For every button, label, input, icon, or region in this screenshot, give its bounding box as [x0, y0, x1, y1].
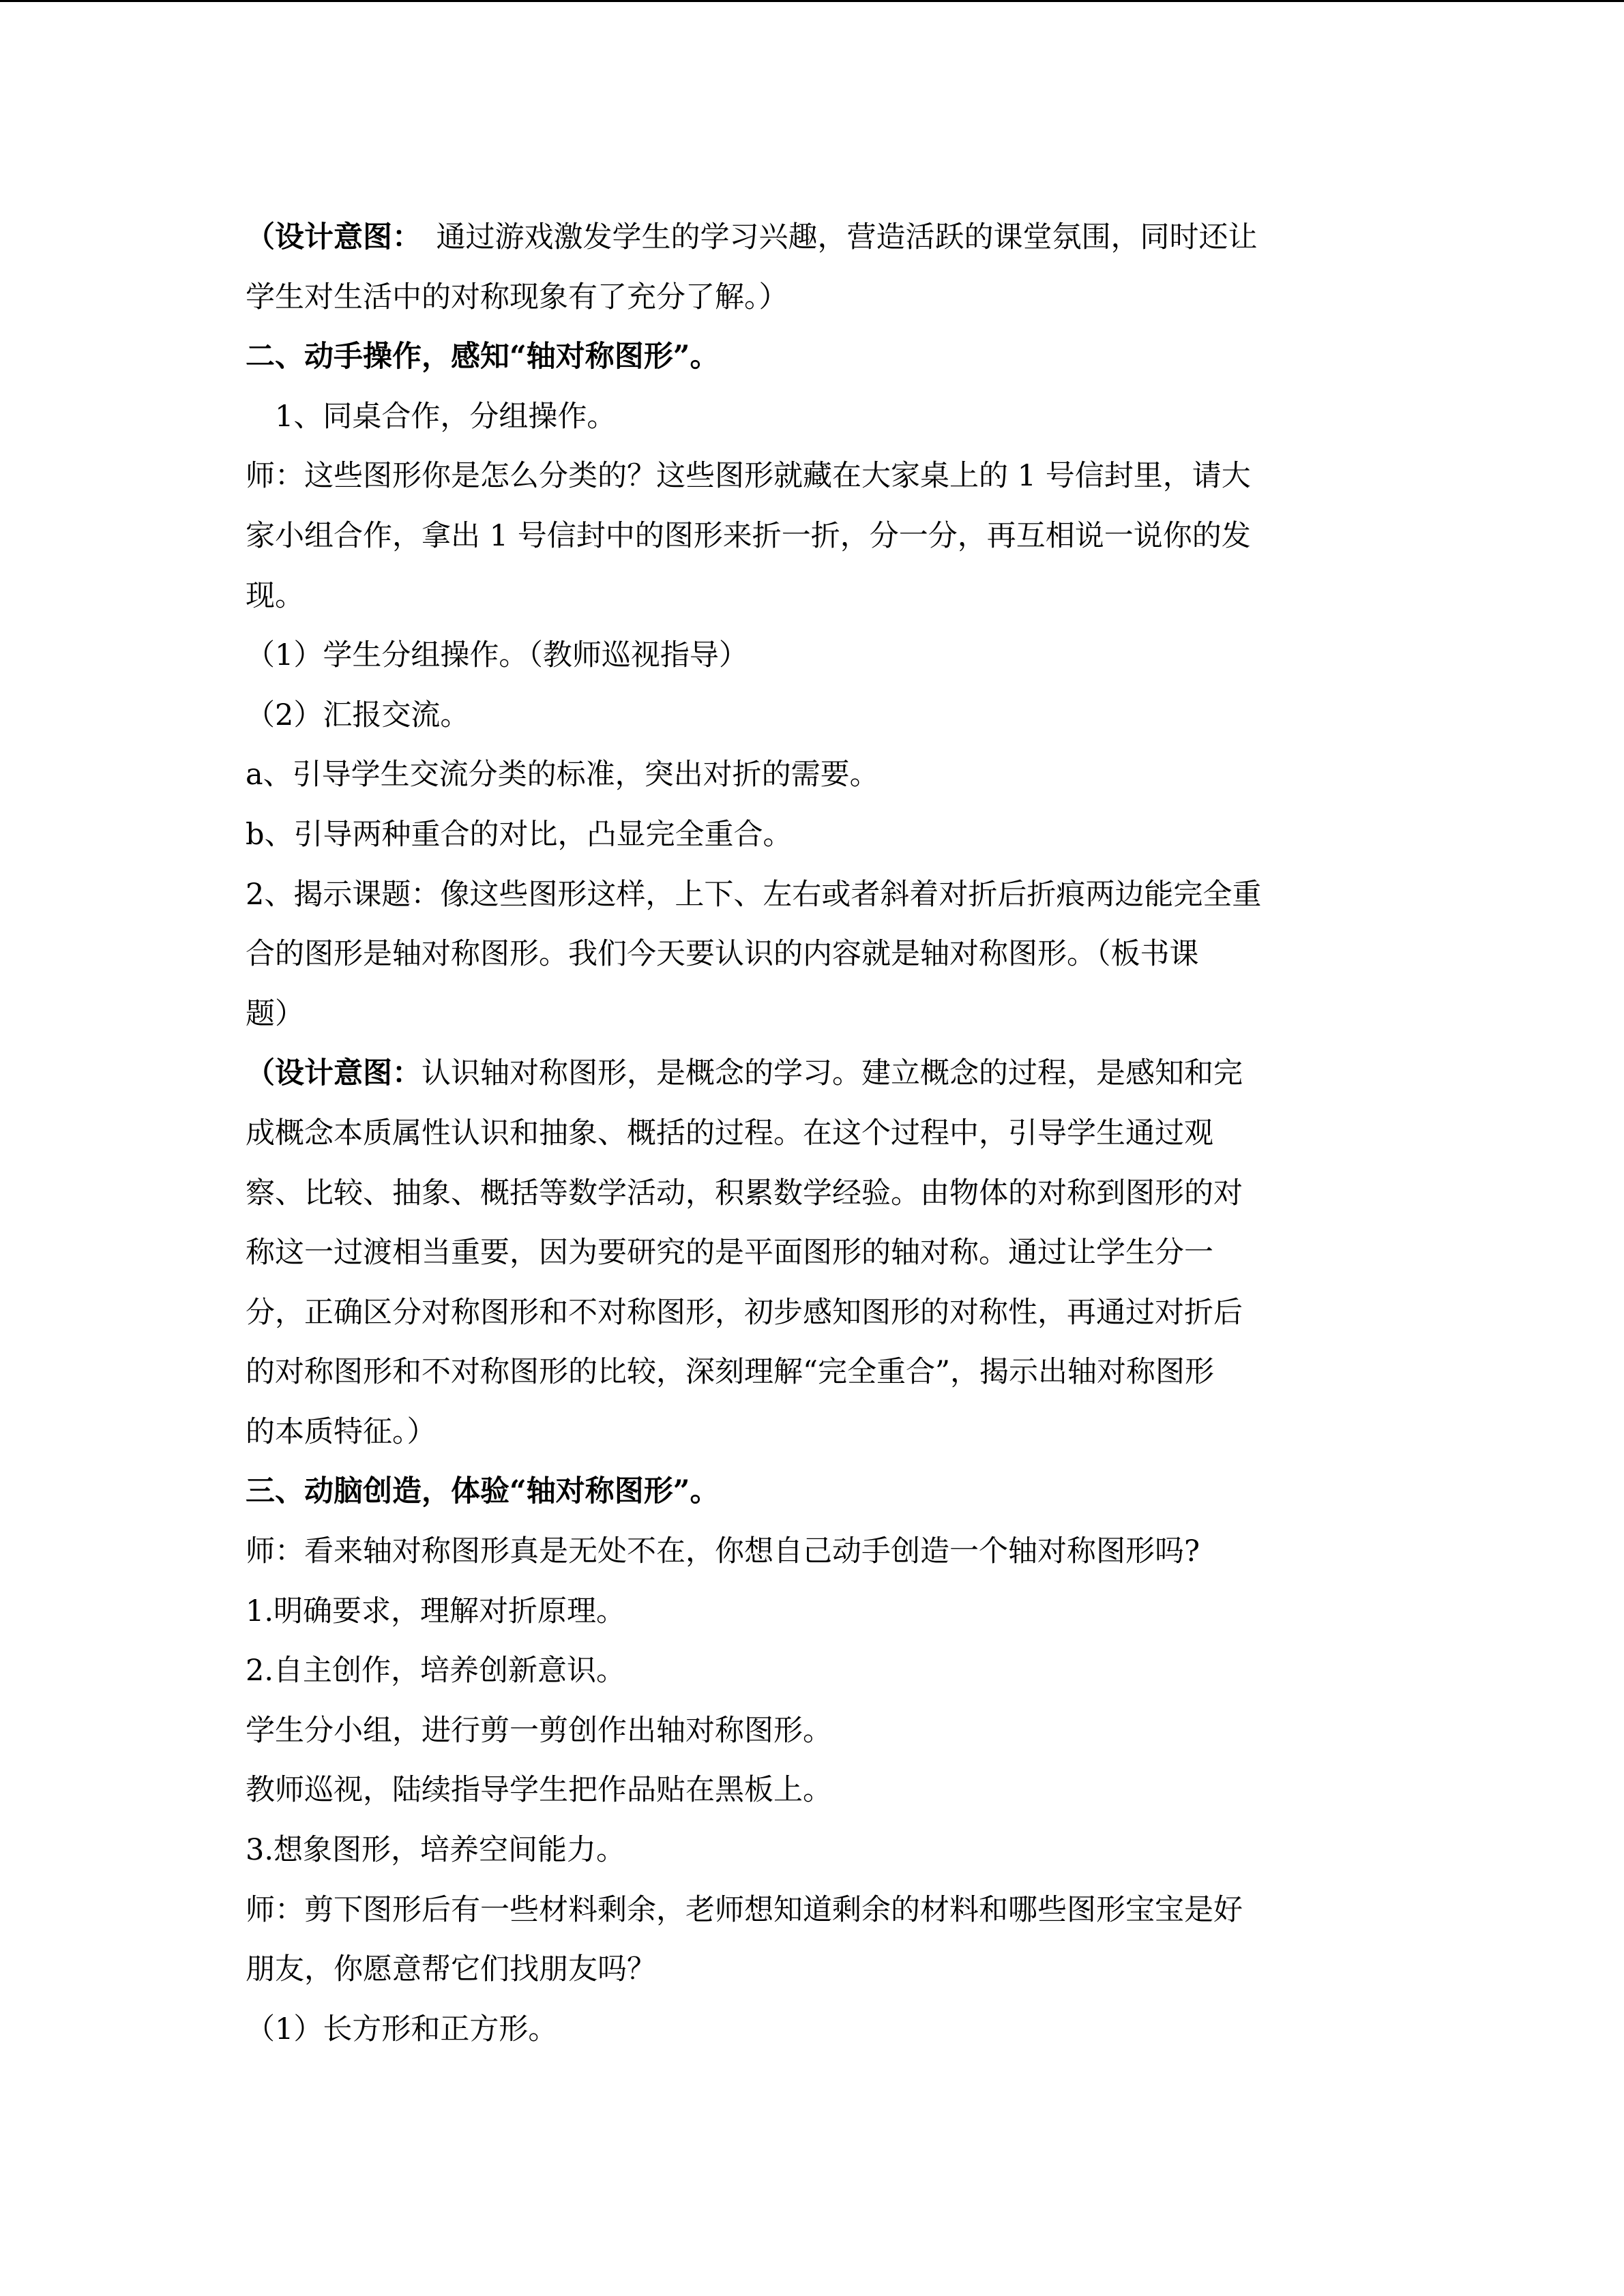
- paragraph-text: 3.想象图形，培养空间能力。: [246, 1833, 626, 1868]
- step-2-line-3: [246, 985, 1378, 1045]
- paragraph-text: 教师巡视，陆续指导学生把作品贴在黑板上。: [246, 1773, 832, 1808]
- paragraph-text: 朋友，你愿意帮它们找朋友吗？: [246, 1952, 656, 1987]
- paragraph-text: 的对称图形和不对称图形的比较，深刻理解“完全重合”，揭示出轴对称图形: [246, 1355, 1214, 1390]
- design-intent-2-line-7: [246, 1403, 1378, 1463]
- step-2-line-2: [246, 925, 1378, 985]
- paragraph-text: 学生分小组，进行剪一剪创作出轴对称图形。: [246, 1713, 832, 1748]
- section-heading: 三、动脑创造，体验“轴对称图形”。: [246, 1474, 720, 1509]
- paragraph-text: 2.自主创作，培养创新意识。: [246, 1654, 626, 1688]
- top-border-line: [0, 0, 1624, 2]
- teacher-line-6: [246, 1940, 1378, 2000]
- item-a-line: [246, 745, 1378, 805]
- design-intent-2-line-3: [246, 1164, 1378, 1224]
- paragraph-text: 分，正确区分对称图形和不对称图形，初步感知图形的对称性，再通过对折后: [246, 1295, 1243, 1330]
- teacher-line-3: [246, 567, 1378, 627]
- design-intent-line-2: [246, 268, 1378, 328]
- design-intent-2-line-6: [246, 1343, 1378, 1403]
- teacher-line-2: [246, 507, 1378, 567]
- substep-1-line: [246, 626, 1378, 686]
- section-heading-2: [246, 327, 1378, 387]
- step-1-line: [246, 387, 1378, 447]
- student-activity-line: [246, 1701, 1378, 1761]
- numbered-item-3: [246, 1821, 1378, 1881]
- substep-rectangle-square: [246, 2000, 1378, 2060]
- teacher-activity-line: [246, 1761, 1378, 1821]
- numbered-item-1: [246, 1582, 1378, 1642]
- paragraph-text: 认识轴对称图形，是概念的学习。建立概念的过程，是感知和完: [422, 1056, 1243, 1091]
- item-b-line: [246, 805, 1378, 865]
- paragraph-text: 称这一过渡相当重要，因为要研究的是平面图形的轴对称。通过让学生分一: [246, 1236, 1213, 1270]
- paragraph-text: 成概念本质属性认识和抽象、概括的过程。在这个过程中，引导学生通过观: [246, 1116, 1213, 1150]
- design-intent-2-line-4: [246, 1223, 1378, 1283]
- paragraph-text: a、引导学生交流分类的标准，突出对折的需要。: [246, 758, 879, 792]
- paragraph-text: （1）学生分组操作。（教师巡视指导）: [246, 638, 748, 673]
- paragraph-text: 的本质特征。）: [246, 1414, 437, 1449]
- paragraph-text: 通过游戏激发学生的学习兴趣，营造活跃的课堂氛围，同时还让: [407, 220, 1258, 254]
- paragraph-text: 合的图形是轴对称图形。我们今天要认识的内容就是轴对称图形。（板书课: [246, 937, 1199, 972]
- design-intent-2-line-5: [246, 1283, 1378, 1343]
- paragraph-text: 家小组合作，拿出 1 号信封中的图形来折一折，分一分，再互相说一说你的发: [246, 518, 1251, 553]
- paragraph-text: 师：看来轴对称图形真是无处不在，你想自己动手创造一个轴对称图形吗?: [246, 1534, 1200, 1569]
- design-intent-label: （设计意图：: [246, 220, 407, 254]
- paragraph-text: 1.明确要求，理解对折原理。: [246, 1594, 626, 1628]
- paragraph-text: 现。: [246, 578, 304, 613]
- design-intent-2-line-1: [246, 1044, 1378, 1104]
- paragraph-text: 学生对生活中的对称现象有了充分了解。）: [246, 280, 788, 314]
- teacher-line-1: [246, 447, 1378, 507]
- paragraph-text: 师：这些图形你是怎么分类的？这些图形就藏在大家桌上的 1 号信封里，请大: [246, 459, 1251, 494]
- document-body: [246, 208, 1378, 2059]
- teacher-line-5: [246, 1881, 1378, 1941]
- paragraph-text: 题）: [246, 996, 304, 1031]
- paragraph-text: 察、比较、抽象、概括等数学活动，积累数学经验。由物体的对称到图形的对: [246, 1176, 1243, 1210]
- paragraph-text: 1、同桌合作，分组操作。: [246, 399, 617, 434]
- step-2-line-1: [246, 865, 1378, 925]
- section-heading-3: [246, 1462, 1378, 1522]
- design-intent-label: （设计意图：: [246, 1056, 422, 1091]
- paragraph-text: b、引导两种重合的对比，凸显完全重合。: [246, 817, 793, 852]
- paragraph-text: 师：剪下图形后有一些材料剩余，老师想知道剩余的材料和哪些图形宝宝是好: [246, 1892, 1243, 1927]
- paragraph-text: 2、揭示课题：像这些图形这样，上下、左右或者斜着对折后折痕两边能完全重: [246, 877, 1262, 912]
- design-intent-line-1: [246, 208, 1378, 268]
- design-intent-2-line-2: [246, 1104, 1378, 1164]
- numbered-item-2: [246, 1641, 1378, 1701]
- substep-2-line: [246, 686, 1378, 746]
- paragraph-text: （1）长方形和正方形。: [246, 2012, 558, 2046]
- section-heading: 二、动手操作，感知“轴对称图形”。: [246, 340, 720, 374]
- teacher-line-4: [246, 1522, 1378, 1582]
- paragraph-text: （2）汇报交流。: [246, 698, 470, 732]
